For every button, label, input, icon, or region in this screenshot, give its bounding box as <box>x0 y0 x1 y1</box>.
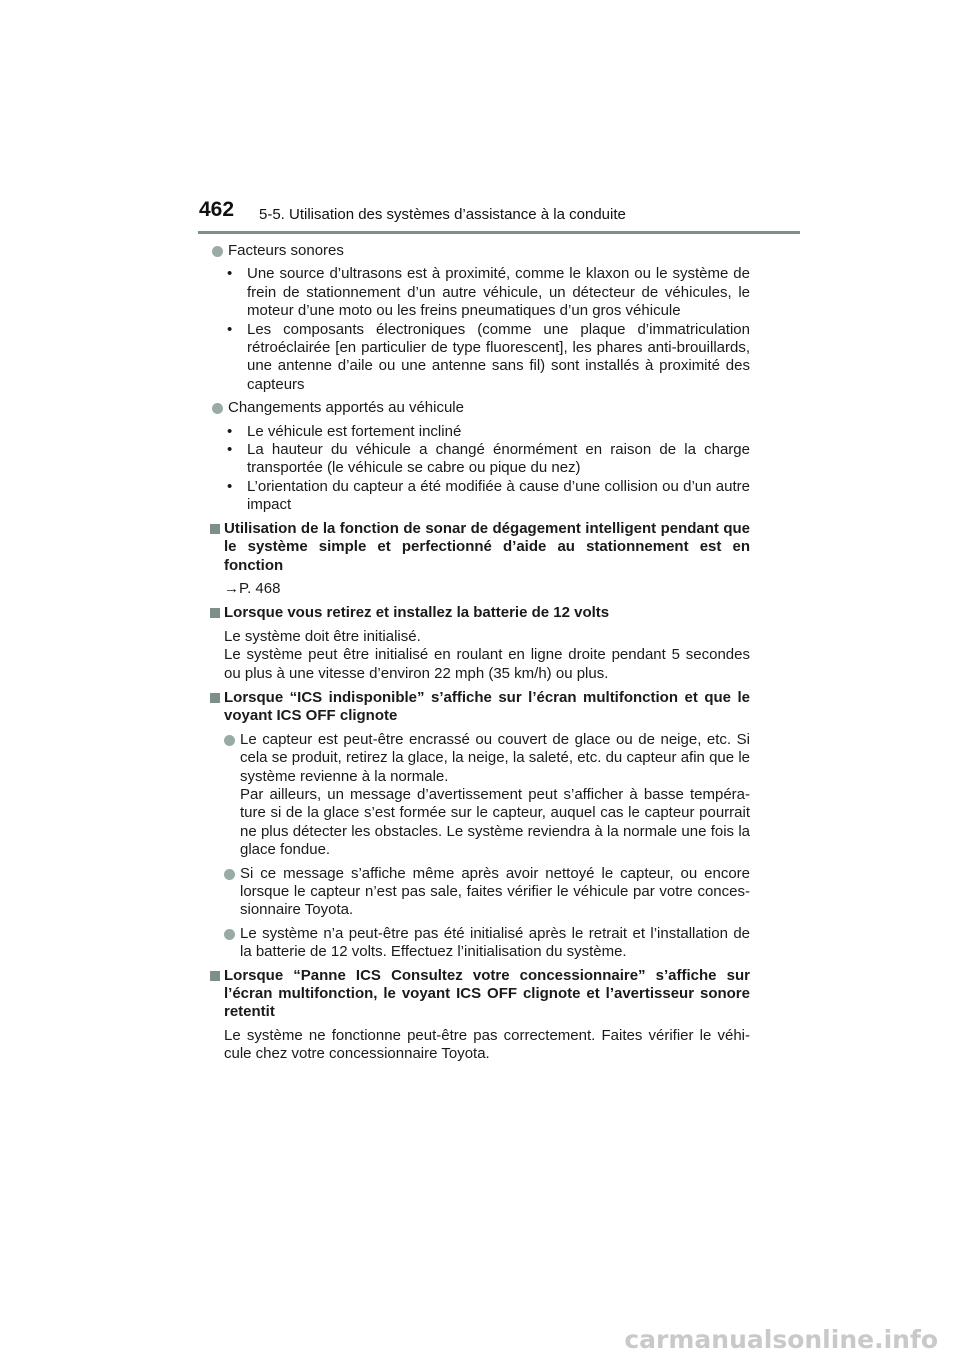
page-number: 462 <box>199 198 235 221</box>
bullet-dot-icon <box>224 929 235 940</box>
bullet-text <box>240 731 750 860</box>
bullet-paragraph: Par ailleurs, un message d’avertissement peut s’afficher à basse tempéra-ture si de la glace s’est formée sur le capteur, auquel cas le capteur pourrait ne plus détecter les obstacles. Le système reviendra à la normale une fois la glace fondue. <box>240 785 750 859</box>
reference-text[interactable]: P. 468 <box>239 579 281 597</box>
heading-square-icon <box>210 971 220 981</box>
body-line: Le système doit être initialisé. <box>224 627 421 645</box>
bullet-dot-icon <box>224 869 235 880</box>
bullet-dot-icon <box>212 246 223 257</box>
heading-text: Lorsque “ICS indisponible” s’affiche sur l’écran multifonction et que le voyant ICS OFF clignote <box>224 688 750 725</box>
body-line: Le système peut être initialisé en roulant en ligne droite pendant 5 secondes ou plus à une vitesse d’environ 22 mph (35 km/h) ou plus. <box>224 646 750 682</box>
ics-unavailable-bullets <box>222 731 750 962</box>
bullet-item <box>222 865 750 920</box>
heading-ics-unavailable <box>210 689 750 726</box>
bullet-item <box>222 731 750 860</box>
list-item-text: Le véhicule est fortement incliné <box>247 422 462 440</box>
list-marker: • <box>227 441 233 459</box>
page-reference <box>224 580 750 598</box>
list-item <box>227 478 750 515</box>
list-marker: • <box>227 265 233 283</box>
bullet-sound-factors <box>210 242 750 260</box>
heading-battery <box>210 604 750 622</box>
page-body <box>210 242 750 1070</box>
list-item <box>227 321 750 395</box>
heading-sonar-function <box>210 520 750 575</box>
bullet-label: Facteurs sonores <box>228 242 344 259</box>
list-item <box>227 265 750 320</box>
list-item-text: L’orientation du capteur a été modifiée à cause d’une collision ou d’un autre impact <box>247 477 750 514</box>
heading-square-icon <box>210 524 220 534</box>
vehicle-changes-list <box>227 423 750 515</box>
heading-text: Utilisation de la fonction de sonar de dégagement intelligent pendant que le système simple et perfectionné d’aide au stationnement est en fonction <box>224 519 750 574</box>
bullet-label: Changements apportés au véhicule <box>228 399 464 417</box>
heading-text: Lorsque “Panne ICS Consultez votre concessionnaire” s’affiche sur l’écran multifonction, le voyant ICS OFF clignote et l’avertisseur sonore retentit <box>224 966 750 1021</box>
arrow-icon: → <box>224 579 239 597</box>
bullet-text: Si ce message s’affiche même après avoir nettoyé le capteur, ou encore lorsque le capteur n’est pas sale, faites vérifier le véhicule par votre conces-sionnaire Toyota. <box>240 864 750 919</box>
list-marker: • <box>227 320 233 338</box>
section-title: 5-5. Utilisation des systèmes d’assistance à la conduite <box>259 206 626 223</box>
header-divider <box>198 231 800 234</box>
list-item-text: Une source d’ultrasons est à proximité, comme le klaxon ou le système de frein de stationnement d’un autre véhicule, un détecteur de véhicules, le moteur d’une moto ou les freins pneumatiques d’un gros véhicule <box>247 265 750 320</box>
heading-square-icon <box>210 693 220 703</box>
list-item-text: Les composants électroniques (comme une plaque d’immatriculation rétroéclairée [en particulier de type fluorescent], les phares anti-brouillards, une antenne d’aile ou une antenne sans fil) sont installés à proximité des capteurs <box>247 320 750 393</box>
list-item <box>227 423 750 441</box>
bullet-dot-icon <box>224 735 235 746</box>
bullet-vehicle-changes <box>210 399 750 417</box>
heading-square-icon <box>210 608 220 618</box>
list-item-text: La hauteur du véhicule a changé énormément en raison de la charge transportée (le véhicule se cabre ou pique du nez) <box>247 441 750 477</box>
heading-text: Lorsque vous retirez et installez la batterie de 12 volts <box>224 604 610 622</box>
ics-malfunction-body: Le système ne fonctionne peut-être pas correctement. Faites vérifier le véhi-cule chez votre concessionnaire Toyota. <box>224 1026 750 1063</box>
bullet-dot-icon <box>212 403 223 414</box>
bullet-text: Le système n’a peut-être pas été initialisé après le retrait et l’installation de la batterie de 12 volts. Effectuez l’initialisation du système. <box>240 924 750 961</box>
bullet-item <box>222 925 750 962</box>
list-marker: • <box>227 477 233 495</box>
battery-body <box>224 628 750 683</box>
bullet-paragraph: Le capteur est peut-être encrassé ou couvert de glace ou de neige, etc. Si cela se produit, retirez la glace, la neige, la saleté, etc. du capteur afin que le système revienne à la normale. <box>240 730 750 785</box>
watermark: carmanualsonline.info <box>624 1325 938 1354</box>
list-item <box>227 441 750 478</box>
sound-factors-list <box>227 265 750 394</box>
heading-ics-malfunction <box>210 967 750 1022</box>
list-marker: • <box>227 422 233 440</box>
